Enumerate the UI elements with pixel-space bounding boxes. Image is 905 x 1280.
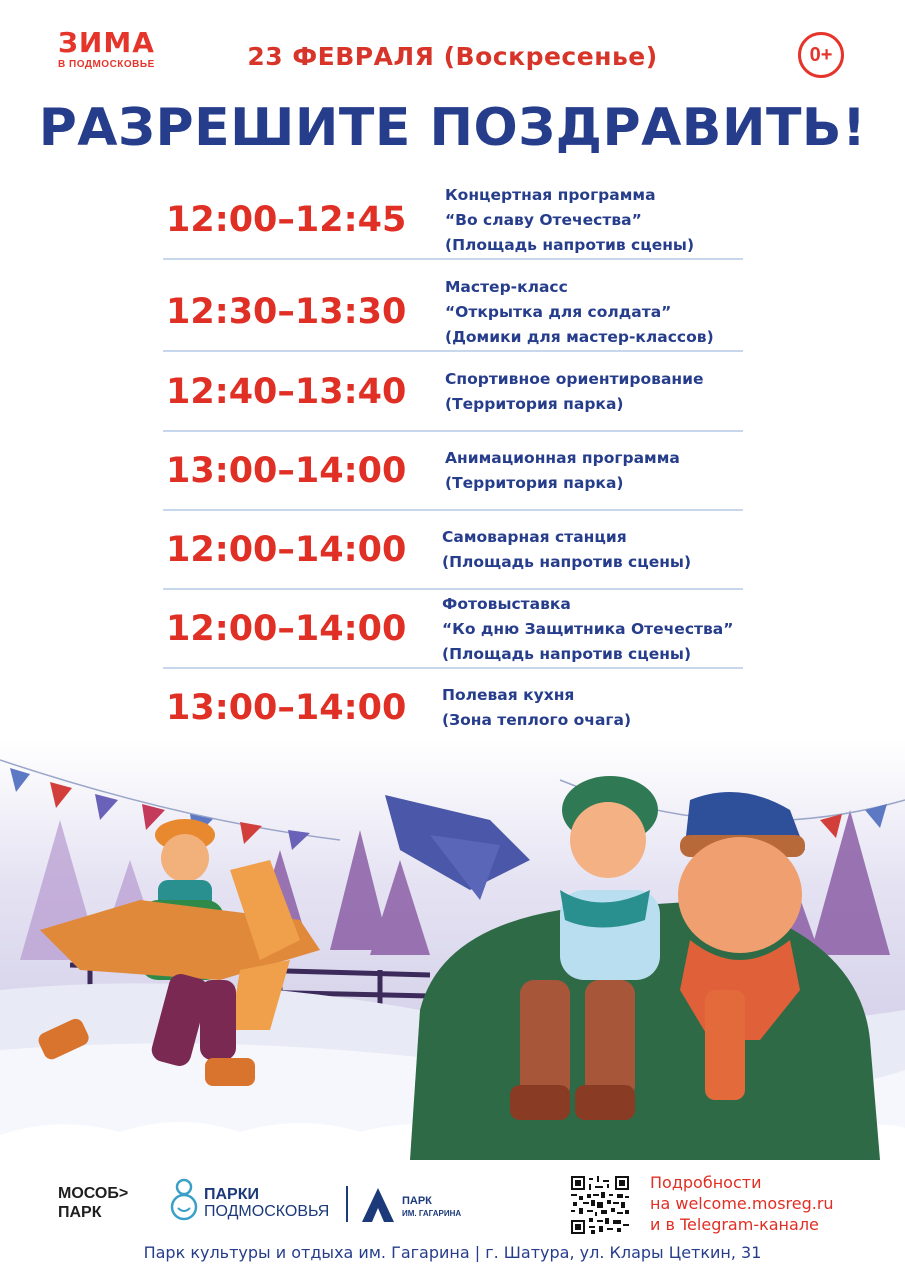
venue-address: Парк культуры и отдыха им. Гагарина | г. Шатура, ул. Клары Цеткин, 31 (143, 1243, 762, 1262)
schedule-description (442, 589, 733, 669)
schedule-line: (Территория парка) (445, 474, 624, 492)
schedule-line: (Площадь напротив сцены) (442, 644, 692, 663)
schedule-row (163, 431, 743, 511)
schedule-description (445, 352, 704, 432)
info-link[interactable]: на welcome.mosreg.ru (650, 1194, 834, 1213)
logo-divider (346, 1186, 348, 1222)
schedule-row (163, 589, 743, 669)
mosobpark-logo (58, 1184, 128, 1222)
schedule-line: “Открытка для солдата” (445, 302, 672, 321)
schedule-description (445, 431, 680, 511)
page-title: РАЗРЕШИТЕ ПОЗДРАВИТЬ! (38, 98, 867, 158)
gagarin-park-text (402, 1196, 461, 1219)
schedule-time: 13:00–14:00 (166, 688, 407, 728)
schedule-row (163, 510, 743, 590)
schedule-line: “Ко дню Защитника Отечества” (442, 619, 734, 638)
mosobpark-logo-line2: ПАРК (58, 1204, 102, 1221)
info-line: и в Telegram-канале (650, 1215, 819, 1234)
schedule-time: 12:30–13:30 (166, 292, 407, 332)
schedule-line: (Площадь напротив сцены) (445, 235, 695, 254)
age-rating-badge: 0+ (798, 32, 844, 78)
schedule-time: 12:00–14:00 (166, 530, 407, 570)
qr-code[interactable] (571, 1176, 629, 1234)
schedule-description (442, 510, 691, 590)
info-line: Подробности (650, 1173, 762, 1192)
logo-sub-text: В ПОДМОСКОВЬЕ (58, 59, 155, 70)
mosobpark-logo-line1: МОСОБ> (58, 1185, 129, 1202)
schedule-line: Фотовыставка (442, 594, 571, 613)
schedule-description (445, 180, 694, 260)
schedule-line: Концертная программа (445, 185, 656, 204)
event-date: 23 ФЕВРАЛЯ (Воскресенье) (247, 42, 658, 71)
schedule-row (163, 180, 743, 260)
schedule-row (163, 352, 743, 432)
schedule-time: 12:40–13:40 (166, 372, 407, 412)
schedule-line: Полевая кухня (442, 686, 575, 704)
gagarin-logo-line1: ПАРК (402, 1195, 432, 1207)
schedule-description (445, 272, 714, 352)
row-divider (163, 258, 743, 260)
schedule-time: 13:00–14:00 (166, 451, 407, 491)
schedule-line: “Во славу Отечества” (445, 210, 642, 229)
schedule-line: Анимационная программа (445, 449, 680, 467)
schedule-time: 12:00–12:45 (166, 200, 407, 240)
schedule-row (163, 668, 743, 748)
parks-logo-line1: ПАРКИ (204, 1186, 259, 1203)
parks-logo-line2: ПОДМОСКОВЬЯ (204, 1203, 330, 1220)
schedule-time: 12:00–14:00 (166, 609, 407, 649)
parks-podmoskovya-logo (168, 1176, 330, 1222)
schedule-line: Самоварная станция (442, 528, 627, 546)
snowman-icon (168, 1176, 200, 1222)
schedule-row (163, 272, 743, 352)
schedule-line: (Зона теплого очага) (442, 711, 632, 729)
gagarin-logo-line2: ИМ. ГАГАРИНА (402, 1209, 462, 1218)
rocket-icon (358, 1186, 398, 1224)
schedule-line: (Территория парка) (445, 395, 624, 413)
schedule-line: (Домики для мастер-классов) (445, 327, 714, 346)
info-text (650, 1172, 834, 1235)
schedule-line: Спортивное ориентирование (445, 370, 704, 388)
schedule-description (442, 668, 631, 748)
winter-illustration (0, 740, 905, 1160)
schedule-line: Мастер-класс (445, 277, 568, 296)
gagarin-park-logo (358, 1186, 462, 1224)
parks-podmoskovya-text (204, 1186, 329, 1220)
logo-main-text: ЗИМА (58, 26, 155, 59)
schedule-line: (Площадь напротив сцены) (442, 553, 692, 571)
